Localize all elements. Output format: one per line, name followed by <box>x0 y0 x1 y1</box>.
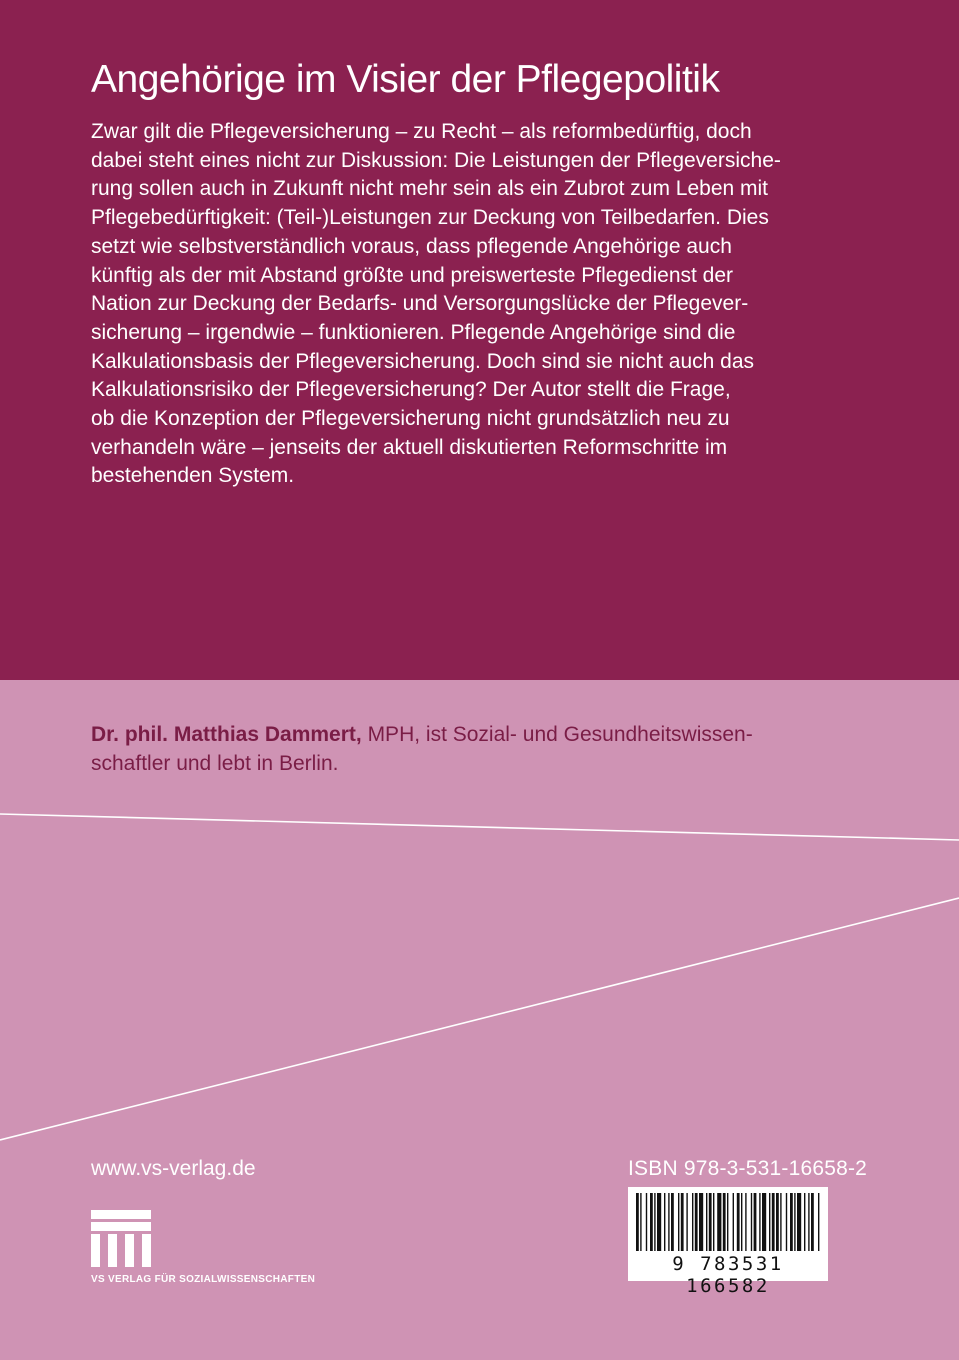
barcode-bar <box>646 1193 647 1251</box>
blurb-line: Nation zur Deckung der Bedarfs- und Versorgungslücke der Pflegever- <box>91 292 749 316</box>
barcode-bar <box>786 1193 787 1251</box>
barcode-bar <box>790 1193 793 1251</box>
barcode-bar <box>706 1193 707 1251</box>
publisher-name: VS VERLAG FÜR SOZIALWISSENSCHAFTEN <box>91 1274 316 1285</box>
barcode-bar <box>741 1193 742 1251</box>
barcode-bar <box>717 1193 721 1251</box>
barcode-bar <box>650 1193 653 1251</box>
isbn-barcode <box>628 1187 828 1297</box>
author-bio-line-2: schaftler und lebt in Berlin. <box>91 751 339 775</box>
barcode-bar <box>654 1193 655 1251</box>
barcode-bar <box>723 1193 726 1251</box>
blurb-line: sicherung – irgendwie – funktionieren. Pflegende Angehörige sind die <box>91 320 736 344</box>
barcode-icon <box>628 1187 828 1253</box>
barcode-bar <box>772 1193 775 1251</box>
blurb-line: setzt wie selbstverständlich voraus, dass pflegende Angehörige auch <box>91 234 732 258</box>
author-bio-line-1: MPH, ist Sozial- und Gesundheitswissen- <box>361 723 753 746</box>
barcode-bar <box>668 1193 669 1251</box>
barcode-bar <box>695 1193 698 1251</box>
barcode-bar <box>797 1193 801 1251</box>
isbn-number: ISBN 978-3-531-16658-2 <box>628 1157 868 1180</box>
barcode-bar <box>681 1193 684 1251</box>
barcode-bar <box>699 1193 703 1251</box>
blurb-line: rung sollen auch in Zukunft nicht mehr sein als ein Zubrot zum Leben mit <box>91 177 769 201</box>
barcode-bar <box>737 1193 740 1251</box>
barcode-bar <box>733 1193 734 1251</box>
blurb-line: dabei steht eines nicht zur Diskussion: Die Leistungen der Pflegeversiche- <box>91 148 781 172</box>
barcode-bar <box>636 1193 639 1251</box>
barcode-bar <box>671 1193 674 1251</box>
barcode-bar <box>678 1193 679 1251</box>
blurb-text <box>91 118 851 491</box>
barcode-bar <box>780 1193 781 1251</box>
publisher-website-link[interactable]: www.vs-verlag.de <box>91 1157 256 1180</box>
blurb-line: künftig als der mit Abstand größte und preiswerteste Pflegedienst der <box>91 263 734 287</box>
decorative-line-lower <box>0 898 959 1140</box>
blurb-line: ob die Konzeption der Pflegeversicherung nicht grundsätzlich neu zu <box>91 407 730 431</box>
book-title: Angehörige im Visier der Pflegepolitik <box>91 58 720 101</box>
blurb-line: verhandeln wäre – jenseits der aktuell diskutierten Reformschritte im <box>91 435 728 459</box>
author-bio <box>91 721 891 778</box>
barcode-bar <box>759 1193 760 1251</box>
barcode-bar <box>818 1193 819 1251</box>
decorative-line-upper <box>0 814 959 840</box>
barcode-bar <box>686 1193 687 1251</box>
barcode-digits: 9 783531 166582 <box>672 1253 784 1297</box>
barcode-bar <box>727 1193 728 1251</box>
barcode-bar <box>640 1193 641 1251</box>
barcode-bar <box>762 1193 766 1251</box>
barcode-bar <box>751 1193 752 1251</box>
barcode-bar <box>664 1193 665 1251</box>
barcode-bar <box>769 1193 770 1251</box>
barcode-bar <box>745 1193 746 1251</box>
blurb-line: Zwar gilt die Pflegeversicherung – zu Recht – als reformbedürftig, doch <box>91 120 752 143</box>
barcode-bar <box>804 1193 805 1251</box>
blurb-line: Kalkulationsbasis der Pflegeversicherung. Doch sind sie nicht auch das <box>91 349 755 373</box>
barcode-bar <box>808 1193 809 1251</box>
barcode-bar <box>709 1193 712 1251</box>
barcode-bar <box>657 1193 661 1251</box>
blurb-line: bestehenden System. <box>91 464 295 488</box>
author-name: Dr. phil. Matthias Dammert, <box>91 723 362 746</box>
barcode-bar <box>811 1193 814 1251</box>
barcode-bar <box>776 1193 779 1251</box>
barcode-bar <box>794 1193 795 1251</box>
barcode-bar <box>754 1193 757 1251</box>
blurb-line: Kalkulationsrisiko der Pflegeversicherung? Der Autor stellt die Frage, <box>91 378 731 402</box>
blurb-line: Pflegebedürftigkeit: (Teil-)Leistungen zur Deckung von Teilbedarfen. Dies <box>91 206 769 230</box>
barcode-bar <box>692 1193 693 1251</box>
barcode-bar <box>713 1193 714 1251</box>
